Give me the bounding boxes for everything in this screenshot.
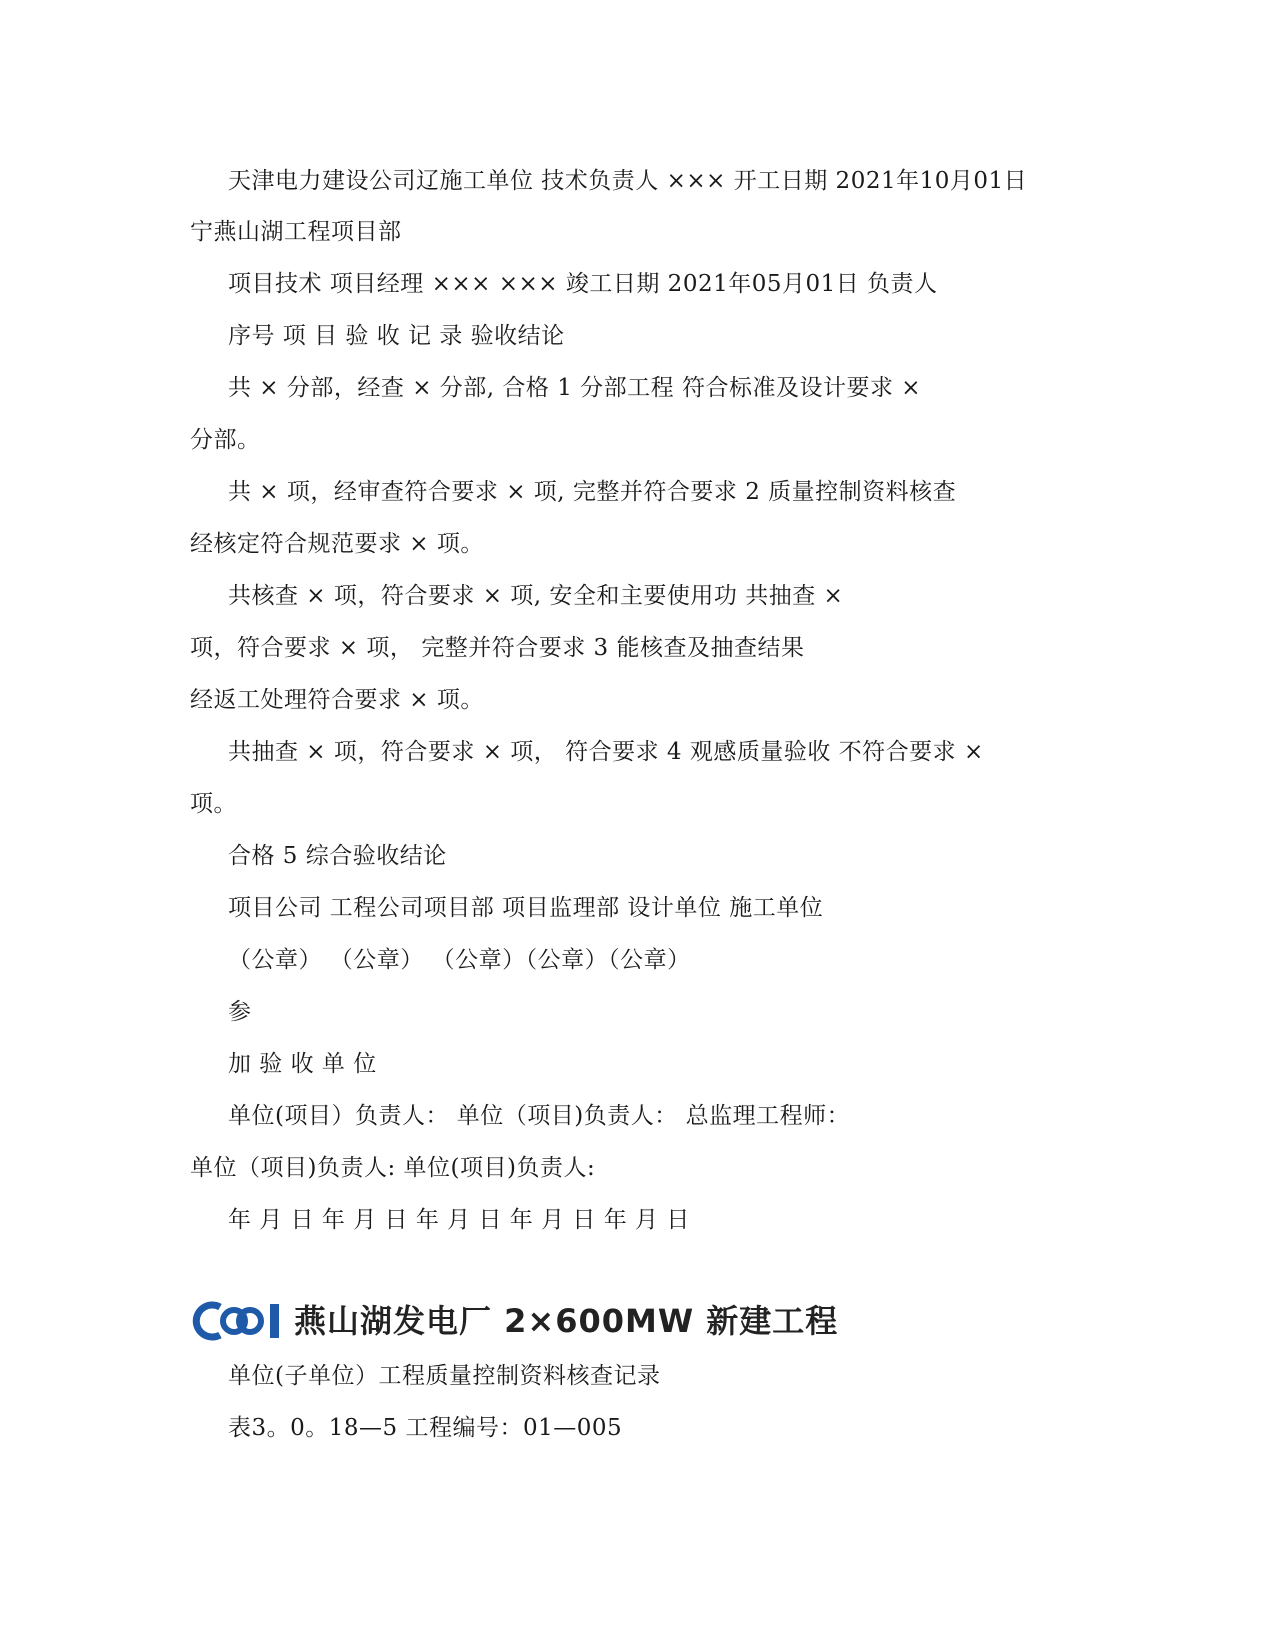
text-line: 经返工处理符合要求 × 项。 (190, 687, 484, 713)
text-line: 共抽查 × 项，符合要求 × 项， 符合要求 4 观感质量验收 不符合要求 × (228, 739, 984, 765)
text-line: 共核查 × 项，符合要求 × 项, 安全和主要使用功 共抽查 × (228, 583, 844, 609)
banner-title: 燕山湖发电厂 2×600MW 新建工程 (294, 1302, 839, 1340)
form-number: 表3。0。18—5 工程编号：01—005 (228, 1415, 623, 1441)
signature-line: 单位（项目)负责人: 单位(项目)负责人: (190, 1155, 596, 1181)
text-line: 共 × 分部，经查 × 分部, 合格 1 分部工程 符合标准及设计要求 × (228, 375, 922, 401)
text-line: 天津电力建设公司辽施工单位 技术负责人 ××× 开工日期 2021年10月01日 (228, 168, 1028, 194)
form-title: 单位(子单位）工程质量控制资料核查记录 (228, 1363, 661, 1389)
text-line: 分部。 (190, 427, 261, 453)
date-line: 年 月 日 年 月 日 年 月 日 年 月 日 年 月 日 (228, 1207, 690, 1233)
table-header-line: 序号 项 目 验 收 记 录 验收结论 (228, 323, 565, 349)
text-line: 加 验 收 单 位 (228, 1051, 377, 1077)
units-line: 项目公司 工程公司项目部 项目监理部 设计单位 施工单位 (228, 895, 824, 921)
text-line: 合格 5 综合验收结论 (228, 843, 447, 869)
text-line: 项目技术 项目经理 ××× ××× 竣工日期 2021年05月01日 负责人 (228, 271, 938, 297)
text-line: 参 (228, 999, 252, 1025)
text-line: 宁燕山湖工程项目部 (190, 219, 402, 245)
company-logo-icon (190, 1299, 286, 1343)
project-banner (190, 1297, 839, 1345)
text-line: 项，符合要求 × 项， 完整并符合要求 3 能核查及抽查结果 (190, 635, 805, 661)
seal-line: （公章） （公章） （公章）（公章）（公章） (228, 947, 691, 973)
signature-line: 单位(项目）负责人： 单位（项目)负责人： 总监理工程师： (228, 1103, 851, 1129)
text-line: 项。 (190, 791, 237, 817)
text-line: 共 × 项，经审查符合要求 × 项, 完整并符合要求 2 质量控制资料核查 (228, 479, 957, 505)
text-line: 经核定符合规范要求 × 项。 (190, 531, 484, 557)
